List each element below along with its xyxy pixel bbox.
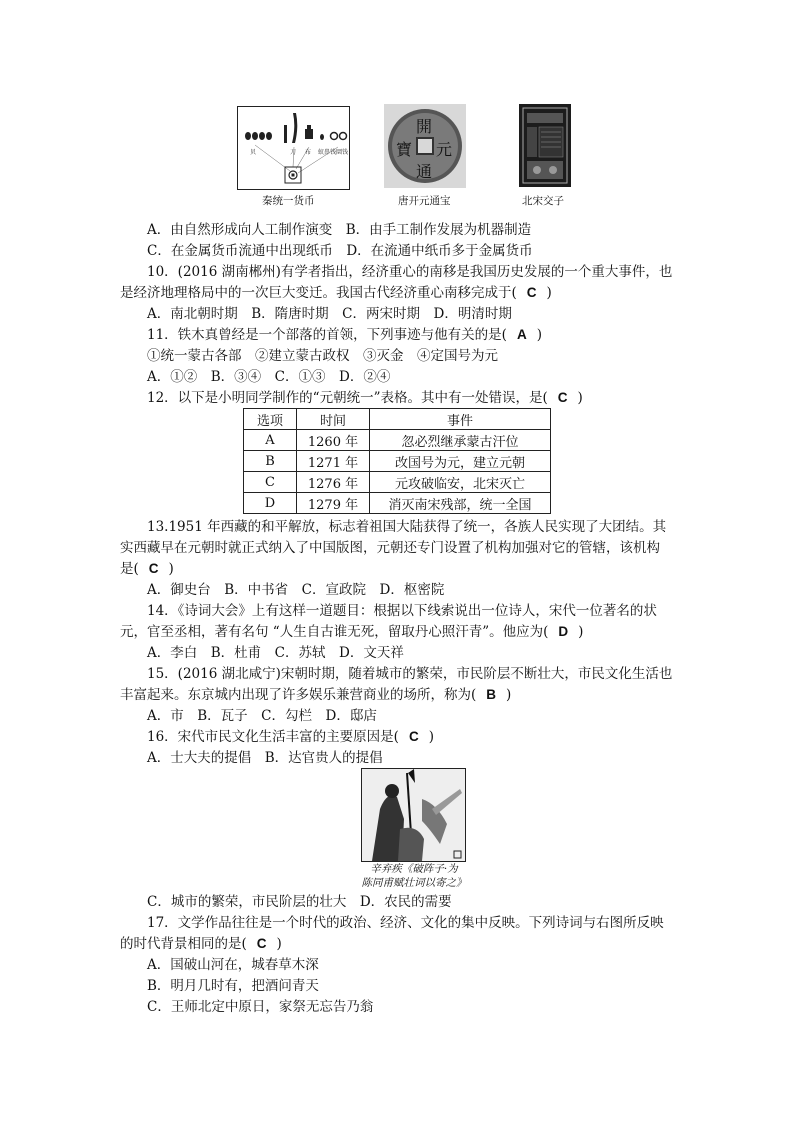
yuan-unification-table <box>243 408 551 514</box>
q17-paren: ) <box>276 936 282 952</box>
q14-stem-line1: 14．《诗词大会》上有这样一道题目：根据以下线索说出一位诗人，宋代一位著名的状 <box>147 603 657 619</box>
q11-items: ①统一蒙古各部 ②建立蒙古政权 ③灭金 ④定国号为元 <box>147 348 498 364</box>
q10-stem-line2 <box>120 283 552 303</box>
kaiyuan-char-bottom: 通 <box>416 162 433 181</box>
q14-answer: D <box>558 624 569 639</box>
coin-label-yibi: 蚁鼻钱 <box>318 149 337 156</box>
table-header-row <box>244 409 551 430</box>
table-row <box>244 472 551 493</box>
q12-answer: C <box>557 390 568 405</box>
q16-stem-text: 16．宋代市民文化生活丰富的主要原因是( <box>147 729 399 745</box>
table-cell: C <box>244 472 297 493</box>
q9-options-cd: C．在金属货币流通中出现纸币 D．在流通中纸币多于金属货币 <box>147 243 533 259</box>
q16-answer: C <box>408 729 419 744</box>
q11-options: A．①② B．③④ C．①③ D．②④ <box>147 369 391 385</box>
q17-option-a: A．国破山河在，城春草木深 <box>147 957 319 973</box>
q11-answer: A <box>516 327 527 342</box>
table-cell: 忽必烈继承蒙古汗位 <box>370 430 551 451</box>
xin-qiji-caption-line2: 陈同甫赋壮词以寄之》 <box>361 877 467 889</box>
jiaozi-drawing <box>519 104 571 187</box>
coin-label-bu: 布 <box>305 149 312 156</box>
q15-answer: B <box>486 687 497 702</box>
table-row <box>244 493 551 514</box>
q11-stem <box>147 325 542 345</box>
coin-evolution-caption: 秦统一货币 <box>262 195 315 207</box>
kaiyuan-char-left: 寶 <box>396 140 413 159</box>
coin-evolution-figure <box>237 106 350 190</box>
table-cell: 消灭南宋残部，统一全国 <box>370 493 551 514</box>
q17-stem-line1: 17．文学作品往往是一个时代的政治、经济、文化的集中反映。下列诗词与右图所反映 <box>147 915 664 931</box>
table-cell: A <box>244 430 297 451</box>
table-row <box>244 430 551 451</box>
jiaozi-caption: 北宋交子 <box>522 195 564 207</box>
q16-stem <box>147 727 434 747</box>
xin-qiji-illustration <box>362 769 465 861</box>
q17-stem-line2 <box>120 934 282 954</box>
q17-stem-text: 的时代背景相同的是( <box>120 936 247 952</box>
jiaozi-figure <box>519 104 571 187</box>
header-option: 选项 <box>244 409 297 430</box>
q16-options-cd: C．城市的繁荣，市民阶层的壮大 D．农民的需要 <box>147 894 452 910</box>
header-event: 事件 <box>370 409 551 430</box>
q16-options-ab: A．士大夫的提倡 B．达官贵人的提倡 <box>147 750 383 766</box>
q13-stem-line1: 13.1951 年西藏的和平解放，标志着祖国大陆获得了统一，各族人民实现了大团结。其 <box>147 519 667 535</box>
q16-paren: ) <box>428 729 434 745</box>
kaiyuan-char-right: 元 <box>436 140 453 159</box>
q10-answer: C <box>526 285 537 300</box>
q11-paren: ) <box>536 327 542 343</box>
q13-stem-line3 <box>120 559 174 579</box>
q10-stem-line1: 10．(2016 湖南郴州)有学者指出，经济重心的南移是我国历史发展的一个重大事件，也 <box>147 264 673 280</box>
q12-paren: ) <box>577 390 583 406</box>
q14-stem-line2 <box>120 622 583 642</box>
q15-paren: ) <box>506 687 512 703</box>
q14-options: A．李白 B．杜甫 C．苏轼 D．文天祥 <box>147 645 404 661</box>
xin-qiji-figure <box>361 768 466 862</box>
coin-label-dao: 刀 <box>290 149 297 156</box>
coin-label-bei: 贝 <box>250 149 257 156</box>
table-row <box>244 451 551 472</box>
coin-label-huan: 圜钱 <box>336 149 349 156</box>
q14-stem-text: 元，官至丞相，著有名句 “人生自古谁无死，留取丹心照汗青”。他应为( <box>120 624 549 640</box>
table-cell: B <box>244 451 297 472</box>
q10-stem-text: 是经济地理格局中的一次巨大变迁。我国古代经济重心南移完成于( <box>120 285 517 301</box>
kaiyuan-coin-figure <box>384 104 466 188</box>
q13-options: A．御史台 B．中书省 C．宣政院 D．枢密院 <box>147 582 445 598</box>
q13-stem-text: 是( <box>120 561 139 577</box>
q10-paren: ) <box>546 285 552 301</box>
q15-stem-line2 <box>120 685 511 705</box>
q15-stem-text: 丰富起来。东京城内出现了许多娱乐兼营商业的场所，称为( <box>120 687 477 703</box>
table-cell: 1271 年 <box>297 451 370 472</box>
q11-stem-text: 11．铁木真曾经是一个部落的首领，下列事迹与他有关的是( <box>147 327 507 343</box>
q9-options-ab: A．由自然形成向人工制作演变 B．由手工制作发展为机器制造 <box>147 222 532 238</box>
q14-paren: ) <box>578 624 584 640</box>
table-cell: 改国号为元，建立元朝 <box>370 451 551 472</box>
table-cell: 1260 年 <box>297 430 370 451</box>
q17-option-c: C．王师北定中原日，家祭无忘告乃翁 <box>147 999 374 1015</box>
q13-answer: C <box>148 561 159 576</box>
q17-answer: C <box>256 936 267 951</box>
q10-options: A．南北朝时期 B．隋唐时期 C．两宋时期 D．明清时期 <box>147 306 512 322</box>
kaiyuan-char-top: 開 <box>416 117 433 136</box>
q12-stem <box>147 388 583 408</box>
header-time: 时间 <box>297 409 370 430</box>
kaiyuan-caption: 唐开元通宝 <box>398 195 451 207</box>
table-cell: D <box>244 493 297 514</box>
table-cell: 元攻破临安，北宋灭亡 <box>370 472 551 493</box>
q13-stem-line2: 实西藏早在元朝时就正式纳入了中国版图，元朝还专门设置了机构加强对它的管辖，该机构 <box>120 540 660 556</box>
table-cell: 1279 年 <box>297 493 370 514</box>
q17-option-b: B．明月几时有，把酒问青天 <box>147 978 319 994</box>
q15-options: A．市 B．瓦子 C．勾栏 D．邸店 <box>147 708 377 724</box>
table-cell: 1276 年 <box>297 472 370 493</box>
q15-stem-line1: 15．(2016 湖北咸宁)宋朝时期，随着城市的繁荣，市民阶层不断壮大，市民文化生活也 <box>147 666 673 682</box>
q12-stem-text: 12．以下是小明同学制作的“元朝统一”表格。其中有一处错误，是( <box>147 390 548 406</box>
xin-qiji-caption-line1: 辛弃疾《破阵子·为 <box>370 863 458 875</box>
q13-paren: ) <box>168 561 174 577</box>
